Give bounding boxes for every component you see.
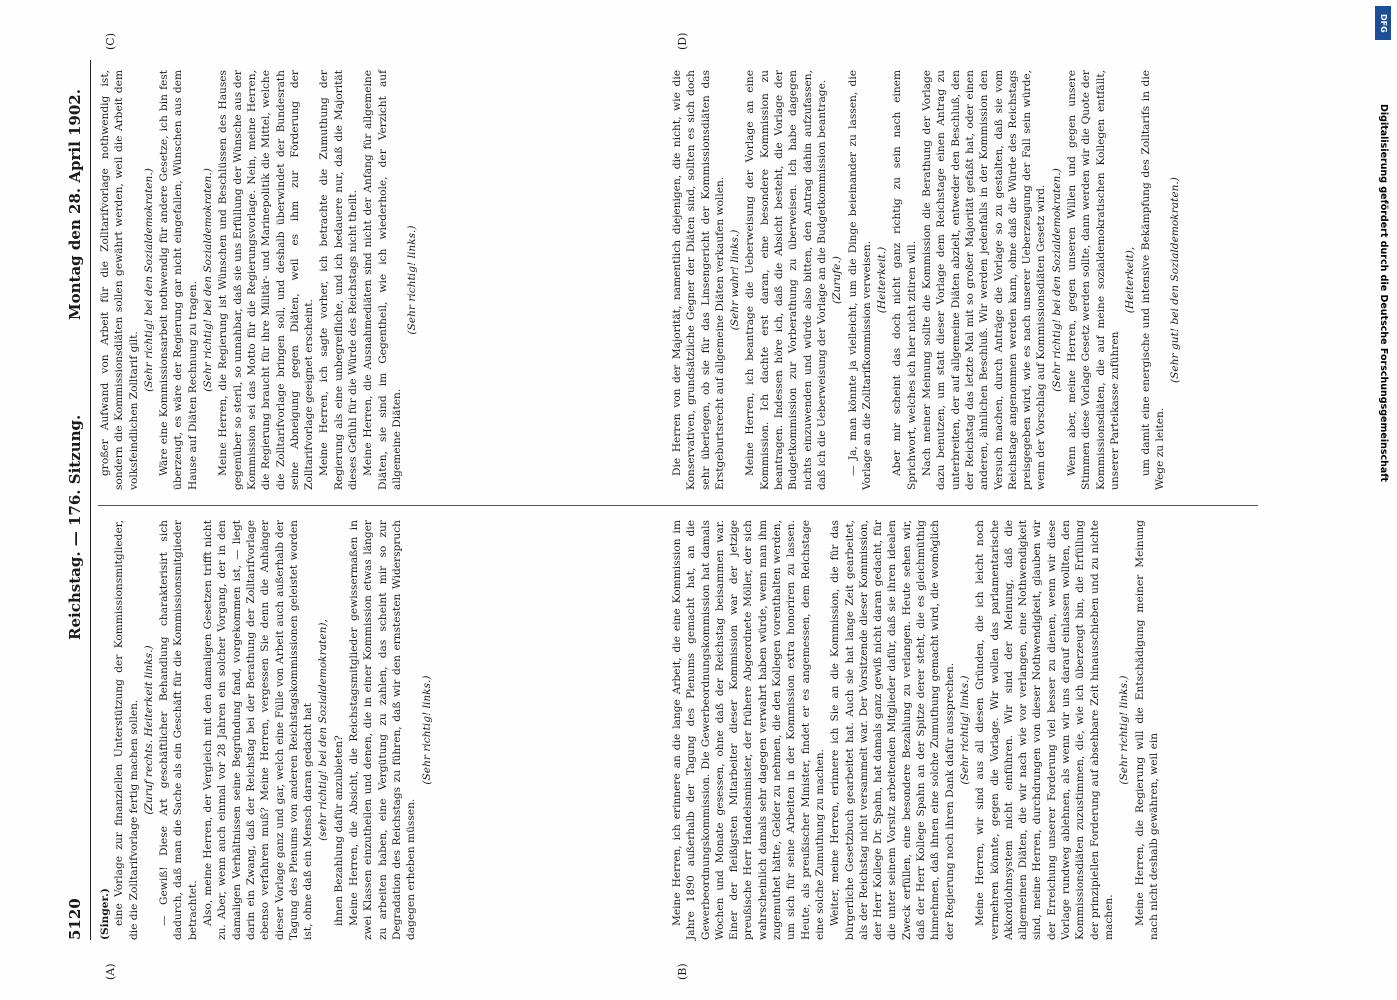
paragraph: Meine Herren, ich erinnere an die lange Arbeit, die eine Kommission im Jahre 1890 außerhalb der Tagung des Plenums gemacht hat, an die Gewerbeordnungskommission. Die Gewerbeordnungskommission hat damals Wochen und Monate gesessen, ohne daß der Reichstag beisammen war. Einer der fleißigsten Mitarbeiter dieser Kommission war der jetzige preußische Herr Handelsminister, der frühere Abgeordnete Möller, der sich wahrscheinlich damals sehr dagegen verwahrt haben würde, wenn man ihm zugemuthet hätte, Gelder zu nehmen, die den Kollegen vorenthalten werden, um sich für seine Arbeiten in der Kommission extra honoriren zu lassen. Heute, als preußischer Minister, findet er es angemessen, dem Reichstage eine solche Zumuthung zu machen. [671,520,826,940]
paragraph: eine Vorlage zur finanziellen Unterstützung der Kommissionsmitglieder, die die Zolltarifvorlage fertig machen sollen. [113,520,140,940]
margin-marker-a: (A) [104,963,117,980]
interjection: (Heiterkeit), [1124,246,1137,314]
interjection: (Sehr richtig! links.) [420,675,433,785]
interjection: (Zuruf rechts. Heiterkeit links.) [142,645,155,815]
interjection: (sehr richtig! bei den Sozialdemokraten), [317,619,330,841]
session-title: Reichstag. — 176. Sitzung. [66,414,84,640]
margin-marker-b: (B) [676,963,689,980]
interjection: (Sehr richtig! bei den Sozialdemokraten.) [142,168,155,392]
paragraph: Meine Herren, die Regierung will die Entschädigung meiner Meinung nach nicht deshalb gewähren, weil ein [1133,520,1160,940]
header-rule [90,60,91,940]
interjection: (Sehr richtig! bei den Sozialdemokraten.) [1050,168,1063,392]
paragraph: Wenn aber, meine Herren, gegen unseren Willen und gegen unsere Stimmen diese Vorlage Gesetz werden sollte, dann werden wir die Quote der Kommissionsdiäten, die auf meine sozialdemokratischen Kollegen entfällt, unserer Parteikasse zuführen [1066,70,1121,490]
interjection: (Zurufe.) [831,256,844,304]
digitization-sidebar [1373,4,1393,994]
paragraph: — Ja, man könnte ja vielleicht, um die Dinge beieinander zu lassen, die Vorlage an die Zolltarifkommission verweisen. [846,70,873,490]
text-column-3 [670,520,1260,940]
interjection: (Sehr richtig! links.) [406,225,419,335]
paragraph: Wäre eine Kommissionsarbeit nothwendig für andere Gesetze, ich bin fest überzeugt, es wäre der Regierung gar nicht eingefallen, Wünschen aus dem Hause auf Diäten Rechnung zu tragen. [158,70,199,490]
interjection: (Sehr richtig! bei den Sozialdemokraten.) [202,168,215,392]
text-column-1 [98,520,658,940]
text-column-2 [98,70,658,490]
rotated-page-content [60,32,1310,980]
paragraph: Meine Herren, die Absicht, die Reichstagsmitglieder gewissermaßen in zwei Klassen einzutheilen und denen, die in einer Kommission etwas länger zu arbeiten haben, eine Vergütung zu zahlen, das scheint mir so zur Degradation des Reichstags zu führen, daß wir den ernstesten Widerspruch dagegen erheben müssen. [348,520,418,940]
margin-marker-c: (C) [104,33,117,50]
margin-marker-d: (D) [676,32,689,50]
paragraph: Meine Herren, ich beantrage die Ueberweisung der Vorlage an eine Kommission. Ich dachte erst daran, eine besondere Kommission zu beantragen. Indessen höre ich, daß die Absicht besteht, die Vorlage der Budgetkommission zur Vorberathung zu überweisen. Ich habe dagegen nichts einzuwenden und würde also bitten, den Antrag dahin aufzufassen, daß ich die Ueberweisung der Vorlage an die Budgetkommission beantrage. [744,70,828,490]
paragraph: Meine Herren, die Ausnahmediäten sind nicht der Anfang für allgemeine Diäten, sie sind im Gegentheil, wie ich wiederhole, der Verzicht auf allgemeine Diäten. [362,70,403,490]
paragraph: um damit eine energische und intensive Bekämpfung des Zolltarifs in die Wege zu leiten. [1139,70,1166,490]
interjection: (Sehr richtig! links.) [958,675,971,785]
paragraph: Meine Herren, die Regierung ist Wünschen und Beschlüssen des Hauses gegenüber so steril, so unnahbar, daß sie uns Erfüllung der Wünsche aus der Kommission sei das Motto für die Regierungsvorlage. Nein, meine Herren, die Regierung braucht für ihre Militär- und Marinepolitik die Mittel, welche die Zolltarifvorlage bringen soll, und deshalb überwindet der Bundesrath seine Abneigung gegen Diäten, weil es ihm zur Förderung der Zolltarifvorlage geeignet erscheint. [217,70,316,490]
funding-notice: Digitalisierung gefördert durch die Deutsche Forschungsgemeinschaft [1378,104,1389,482]
paragraph: Meine Herren, wir sind aus all diesen Gründen, die ich leicht noch vermehren könnte, gegen die Vorlage. Wir wollen das parlamentarische Akkordlohnsystem nicht einführen. Wir sind der Meinung, daß die allgemeinen Diäten, die wir nach wie vor verlangen, eine Nothwendigkeit sind, meine Herren, durchdrungen von dieser Nothwendigkeit, glauben wir der Erreichung unserer Forderung viel besser zu dienen, wenn wir diese Vorlage rundweg ablehnen, als wenn wir uns darauf einlassen wollten, den Kommissionsdiäten zuzustimmen, die, wie ich überzeugt bin, die Erfüllung der prinzipiellen Forderung auf absehbare Zeit hinausschieben und zu nichte machen. [974,520,1115,940]
text-column-4 [670,70,1260,490]
paragraph: großer Aufwand von Arbeit für die Zolltarifvorlage nothwendig ist, sondern die Kommissionsdiäten sollen gewährt werden, weil die Arbeit dem volksfeindlichen Zolltarif gilt. [99,70,140,490]
interjection: (Sehr richtig! links.) [1118,675,1131,785]
page-header [60,60,90,940]
paragraph: Meine Herren, ich sagte vorher, ich betrachte die Zumuthung der Regierung als eine unbegreifliche, und ich bedauere nur, daß die Majorität dieses Gefühl für die Würde des Reichstags nicht theilt. [318,70,360,490]
paragraph: Weiter, meine Herren, erinnere ich Sie an die Kommission, die für das bürgerliche Gesetzbuch gearbeitet hat. Auch sie hat lange Zeit gearbeitet, als der Reichstag nicht versammelt war. Der Vorsitzende dieser Kommission, der Herr Kollege Dr. Spahn, hat damals ganz gewiß nicht daran gedacht, für die unter seinem Vorsitz arbeitenden Mitglieder dafür, daß sie ihren idealen Zweck erfüllen, eine besondere Bezahlung zu verlangen. Heute sehen wir, daß der Herr Kollege Spahn an der Spitze derer steht, die es gleichmüthig hinnehmen, daß ihnen eine solche Zumuthung gemacht wird, die womöglich der Regierung noch ihren Dank dafür aussprechen. [829,520,956,940]
paragraph: Also, meine Herren, der Vergleich mit den damaligen Gesetzen trifft nicht zu. Aber, wenn auch einmal vor 28 Jahren ein solcher Vorgang, der in den damaligen Verhältnissen seine Begründung fand, vorgekommen ist, — liegt darin ein Zwang, daß der Reichstag bei der Berathung der Zolltarifvorlage ebenso verfahren muß? Meine Herren, vergessen Sie denn die Anhänger dieser Vorlage ganz und gar, welch eine Fülle von Arbeit auch außerhalb der Tagung des Plenums von anderen Reichstagskommissionen geleistet worden ist, ohne daß ein Mensch daran gedacht hat [202,520,315,940]
page-number: 5120 [66,898,84,940]
paragraph: Die Herren von der Majorität, namentlich diejenigen, die nicht, wie die Konservativen, grundsätzliche Gegner der Diäten sind, sollten es sich doch sehr überlegen, ob sie für das Linsengericht der Kommissionsdiäten das Erstgeburtsrecht auf allgemeine Diäten verkaufen wollen. [671,70,726,490]
paragraph: Aber mir scheint das doch nicht ganz richtig zu sein nach einem Sprichwort, welches ich hier nicht zitiren will. [891,70,918,490]
paragraph: — Gewiß! Diese Art geschäftlicher Behandlung charakterisirt sich dadurch, daß man die Sache als ein Geschäft für die Kommissionsmitglieder betrachtet. [158,520,199,940]
session-date: Montag den 28. April 1902. [66,89,84,320]
interjection: (Heiterkeit.) [876,246,889,314]
interjection: (Sehr gut! bei den Sozialdemokraten.) [1169,177,1182,383]
paragraph: ihnen Bezahlung dafür anzubieten? [332,735,345,926]
speaker-name: (Singer.) [99,888,111,940]
dfg-logo: DFG [1375,6,1391,40]
column-divider [98,505,1258,506]
interjection: (Sehr wahr! links.) [729,229,742,331]
paragraph: Nach meiner Meinung sollte die Kommission die Berathung der Vorlage dazu benutzen, um statt dieser Vorlage dem Reichstage einen Antrag zu unterbreiten, der auf allgemeine Diäten abzielt, entweder den Beschluß, den der Reichstag das letzte Mal mit so großer Majorität gefaßt hat, oder einen anderen, ähnlichen Beschluß. Wir werden jedenfalls in der Kommission den Versuch machen, durch Anträge die Vorlage so zu gestalten, daß sie vom Reichstage angenommen werden kann, ohne daß die Würde des Reichstags preisgegeben wird, wie es nach unserer Ueberzeugung der Fall sein würde, wenn der Vorschlag auf Kommissionsdiäten Gesetz wird. [921,70,1048,490]
